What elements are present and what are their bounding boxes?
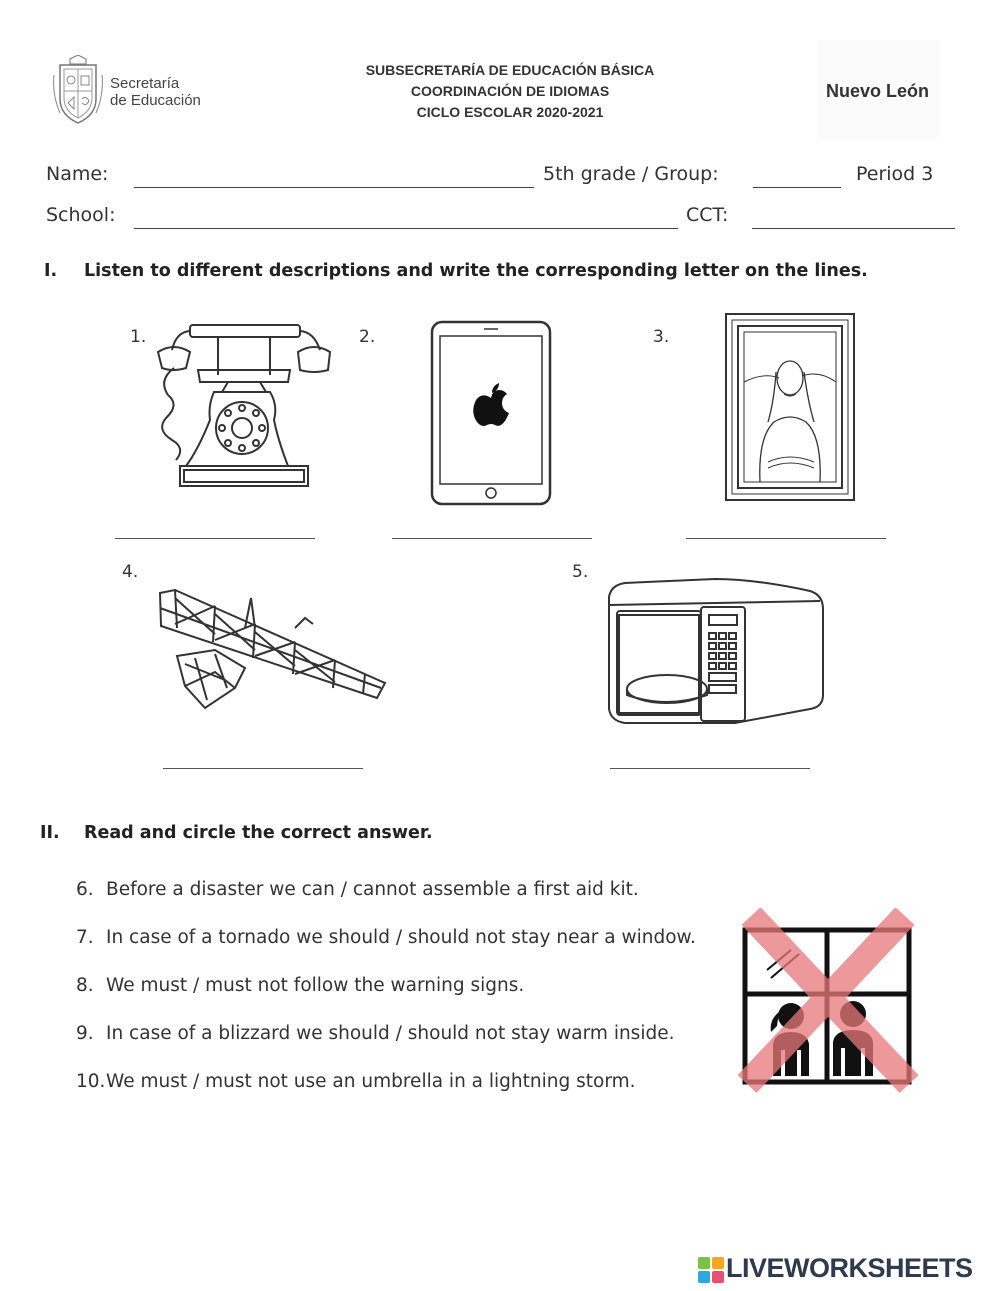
question-8[interactable] — [76, 975, 524, 996]
question-6[interactable] — [76, 879, 639, 900]
document-header — [300, 60, 720, 123]
framed-painting-icon — [724, 312, 856, 502]
window-crossed-out-icon — [733, 908, 923, 1093]
school-label: School: — [46, 204, 116, 226]
question-8-text: We must / must not follow the warning signs. — [106, 975, 525, 996]
header-line-2: COORDINACIÓN DE IDIOMAS — [410, 83, 610, 99]
answer-line-4[interactable] — [163, 768, 363, 769]
period-label: Period 3 — [856, 163, 934, 185]
item-2-number: 2. — [359, 327, 376, 347]
answer-line-2[interactable] — [392, 538, 592, 539]
name-label: Name: — [46, 163, 109, 185]
name-field[interactable] — [134, 187, 534, 188]
answer-line-3[interactable] — [686, 538, 886, 539]
biplane-icon — [155, 588, 387, 728]
question-9[interactable] — [76, 1023, 674, 1044]
section-1-heading — [44, 261, 944, 285]
liveworksheets-logo-icon — [698, 1257, 724, 1283]
question-6-number: 6. — [76, 879, 94, 900]
section-1-instruction: Listen to different descriptions and write the corresponding letter on the lines. — [84, 261, 868, 281]
question-10-text: We must / must not use an umbrella in a lightning storm. — [106, 1071, 636, 1092]
section-2-number: II. — [40, 823, 60, 843]
logo-line-1: Secretaría — [110, 75, 180, 92]
header-line-1: SUBSECRETARÍA DE EDUCACIÓN BÁSICA — [365, 62, 655, 78]
question-7-number: 7. — [76, 927, 94, 948]
question-10[interactable] — [76, 1071, 636, 1092]
section-2-heading — [40, 823, 740, 847]
liveworksheets-text: LIVEWORKSHEETS — [726, 1253, 973, 1283]
question-6-text: Before a disaster we can / cannot assemble a first aid kit. — [106, 879, 639, 900]
state-crest-icon — [52, 55, 104, 127]
question-9-text: In case of a blizzard we should / should not stay warm inside. — [106, 1023, 675, 1044]
logo-line-2: de Educación — [110, 92, 201, 109]
section-2-instruction: Read and circle the correct answer. — [84, 823, 433, 843]
nuevo-leon-text: Nuevo León — [826, 81, 930, 101]
item-3-number: 3. — [653, 327, 670, 347]
question-8-number: 8. — [76, 975, 94, 996]
item-4-number: 4. — [122, 562, 139, 582]
cct-label: CCT: — [686, 204, 729, 226]
question-7[interactable] — [76, 927, 696, 948]
question-10-number: 10. — [76, 1071, 106, 1092]
answer-line-5[interactable] — [610, 768, 810, 769]
question-9-number: 9. — [76, 1023, 94, 1044]
question-7-text: In case of a tornado we should / should not stay near a window. — [106, 927, 696, 948]
section-1-number: I. — [44, 261, 58, 281]
school-field[interactable] — [134, 228, 678, 229]
grade-group-label: 5th grade / Group: — [543, 163, 719, 185]
answer-line-1[interactable] — [115, 538, 315, 539]
cct-field[interactable] — [752, 228, 955, 229]
header-line-3: CICLO ESCOLAR 2020-2021 — [416, 104, 604, 120]
microwave-icon — [605, 577, 827, 731]
nuevo-leon-logo — [818, 40, 940, 140]
tablet-icon — [430, 320, 552, 506]
item-1-number: 1. — [130, 327, 147, 347]
group-field[interactable] — [753, 187, 841, 188]
secretaria-logo — [52, 55, 222, 130]
antique-telephone-icon — [138, 320, 338, 498]
item-5-number: 5. — [572, 562, 589, 582]
